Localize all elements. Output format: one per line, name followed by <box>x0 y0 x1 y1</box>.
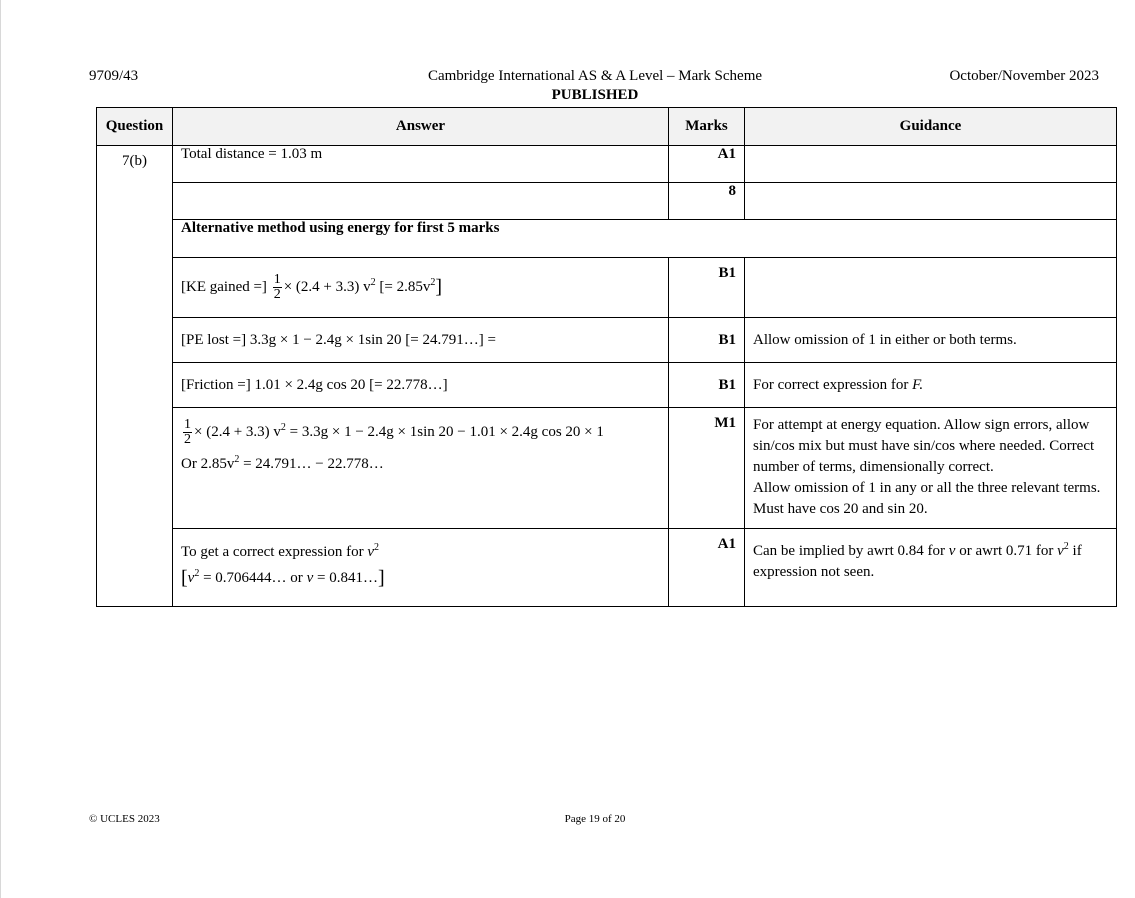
page-number: Page 19 of 20 <box>564 813 626 825</box>
document-title: Cambridge International AS & A Level – Mark Scheme <box>427 68 763 84</box>
guidance-cell: For attempt at energy equation. Allow sign errors, allow sin/cos mix but must have sin/cos where needed. Correct number of terms, dimensionally correct. Allow omission of 1 in any or all the three relevant terms. Must have cos 20 and sin 20. <box>745 408 1117 529</box>
table-row <box>97 529 1117 607</box>
table-row <box>97 318 1117 363</box>
copyright: © UCLES 2023 <box>89 813 160 825</box>
guidance-cell: Can be implied by awrt 0.84 for v or awrt 0.71 for $v^2$ if expression not seen. <box>745 529 1117 607</box>
marks-cell: A1 <box>669 146 745 183</box>
answer-cell <box>173 363 669 408</box>
header-question: Question <box>97 108 173 146</box>
table-row <box>97 146 1117 183</box>
answer-prefix: [KE gained =] <box>181 278 267 295</box>
header-answer: Answer <box>173 108 669 146</box>
answer-expression: 3.3g × 1 − 2.4g × 1sin 20 <box>249 331 402 348</box>
table-row <box>97 408 1117 529</box>
paper-code: 9709/43 <box>89 68 139 84</box>
guidance-cell <box>745 183 1117 220</box>
answer-cell: [KE gained =] $\frac{1}{2}$ × (2.4 + 3.3) $v^2$ [= $2.85v^2$] <box>173 258 669 318</box>
guidance-cell: For correct expression for F. <box>745 363 1117 408</box>
marks-cell: B1 <box>669 318 745 363</box>
answer-cell <box>173 318 669 363</box>
marks-cell: A1 <box>669 529 745 607</box>
answer-cell <box>173 183 669 220</box>
guidance-cell <box>745 146 1117 183</box>
answer-prefix: [PE lost =] <box>181 331 247 348</box>
exam-session: October/November 2023 <box>949 68 1099 84</box>
fraction-half: $\frac{1}{2}$ <box>273 272 281 302</box>
table-row <box>97 258 1117 318</box>
answer-expression: × (2.4 + 3.3) v <box>283 278 371 295</box>
answer-suffix: [= 2.85v <box>379 278 431 295</box>
header-guidance: Guidance <box>745 108 1117 146</box>
table-row <box>97 183 1117 220</box>
guidance-cell <box>745 258 1117 318</box>
header-marks: Marks <box>669 108 745 146</box>
energy-equation: $\frac{1}{2}$ × (2.4 + 3.3) $v^2 = 3.3g \times 1 - 2.4g \times 1\sin$ 20 − 1.01 × 2.4g cos 20 × 1 <box>184 417 604 447</box>
answer-suffix: [= 24.791…] = <box>405 331 496 348</box>
alternative-method-heading: Alternative method using energy for first 5 marks <box>173 220 1117 258</box>
marks-cell: M1 <box>669 408 745 529</box>
mark-scheme-table <box>96 107 1117 607</box>
table-header-row <box>97 108 1117 146</box>
answer-suffix: [= 22.778…] <box>369 376 448 393</box>
table-row <box>97 363 1117 408</box>
answer-cell: To get a correct expression for $v^2$ [$v^2$ = 0.706444… or v = 0.841…] <box>173 529 669 607</box>
answer-expression: 1.01 × 2.4g cos 20 <box>254 376 366 393</box>
energy-equation-alt: Or $2.85v^2$ = 24.791… − 22.778… <box>181 454 384 472</box>
fraction-half: $\frac{1}{2}$ <box>184 417 191 447</box>
marks-total: 8 <box>669 183 745 220</box>
answer-cell <box>173 408 669 529</box>
table-row <box>97 220 1117 258</box>
marks-cell: B1 <box>669 258 745 318</box>
marks-cell: B1 <box>669 363 745 408</box>
guidance-cell: Allow omission of 1 in either or both terms. <box>745 318 1117 363</box>
answer-cell: Total distance = 1.03 m <box>173 146 669 183</box>
question-number: 7(b) <box>97 146 173 607</box>
answer-prefix: [Friction =] <box>181 376 251 393</box>
page-edge <box>0 0 1 898</box>
published-label: PUBLISHED <box>551 87 639 103</box>
